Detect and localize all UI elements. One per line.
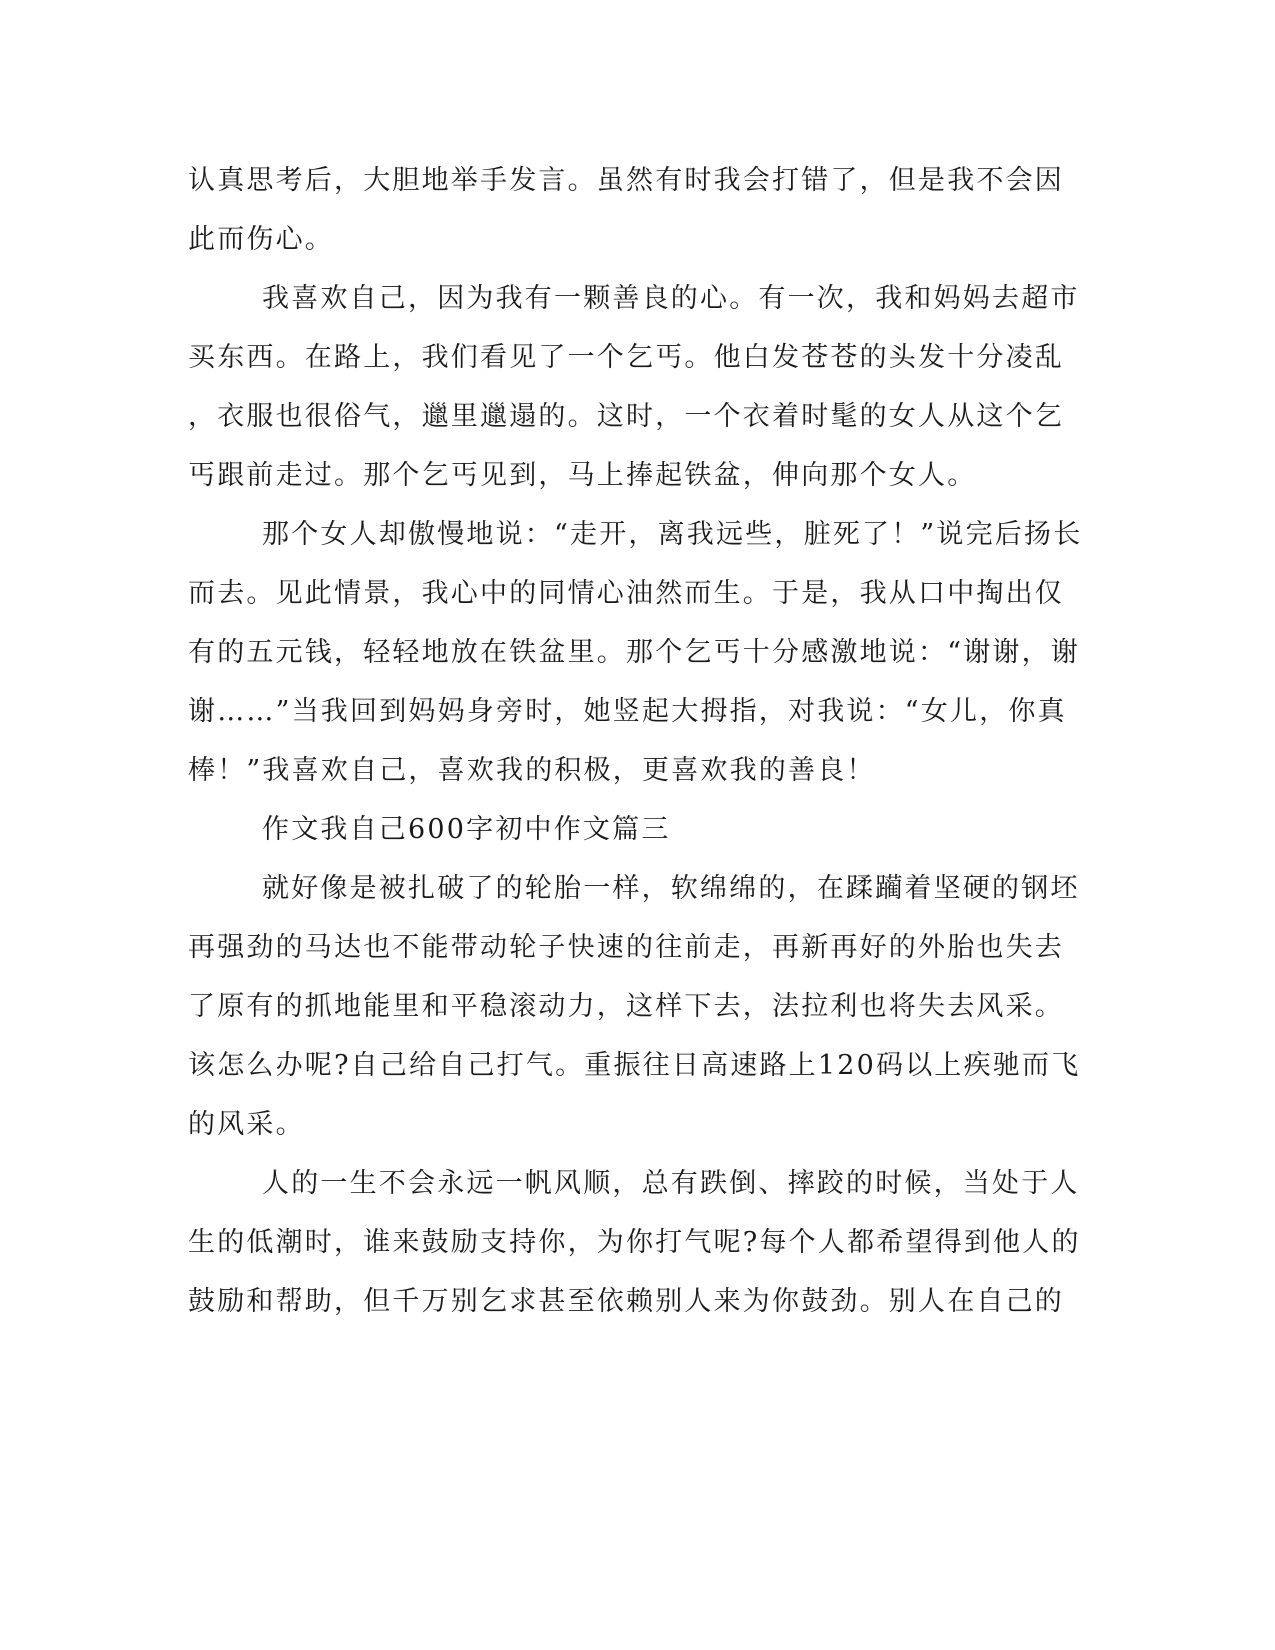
- paragraph-start-line: 那个女人却傲慢地说：“走开，离我远些，脏死了！”说完后扬长: [262, 519, 1083, 550]
- text-line-17: 的风采。: [188, 1109, 305, 1140]
- paragraph-start-line: 就好像是被扎破了的轮胎一样，软绵绵的，在蹂躏着坚硬的钢坯: [262, 873, 1080, 904]
- paragraph-start-line: 人的一生不会永远一帆风顺，总有跌倒、摔跤的时候，当处于人: [262, 1168, 1080, 1199]
- text-line-15: 了原有的抓地能里和平稳滚动力，这样下去，法拉利也将失去风采。: [188, 991, 1064, 1022]
- section-heading: 作文我自己600字初中作文篇三: [262, 814, 671, 845]
- text-line-5: ，衣服也很俗气，邋里邋遢的。这时，一个衣着时髦的女人从这个乞: [188, 401, 1064, 432]
- text-line-2: 此而伤心。: [188, 224, 334, 255]
- text-line-8: 而去。见此情景，我心中的同情心油然而生。于是，我从口中掏出仅: [188, 578, 1064, 609]
- text-line-16: 该怎么办呢?自己给自己打气。重振往日高速路上120码以上疾驰而飞: [188, 1050, 1081, 1081]
- text-line-4: 买东西。在路上，我们看见了一个乞丐。他白发苍苍的头发十分凌乱: [188, 342, 1064, 373]
- text-line-19: 生的低潮时，谁来鼓励支持你，为你打气呢?每个人都希望得到他人的: [188, 1227, 1081, 1258]
- text-line-11: 棒！”我喜欢自己，喜欢我的积极，更喜欢我的善良！: [188, 755, 876, 786]
- text-line-9: 有的五元钱，轻轻地放在铁盆里。那个乞丐十分感激地说：“谢谢，谢: [188, 637, 1081, 668]
- text-line-14: 再强劲的马达也不能带动轮子快速的往前走，再新再好的外胎也失去: [188, 932, 1064, 963]
- text-line-10: 谢……”当我回到妈妈身旁时，她竖起大拇指，对我说：“女儿，你真: [188, 696, 1067, 727]
- text-line-1: 认真思考后，大胆地举手发言。虽然有时我会打错了，但是我不会因: [188, 165, 1064, 196]
- text-line-6: 丐跟前走过。那个乞丐见到，马上捧起铁盆，伸向那个女人。: [188, 460, 977, 491]
- text-line-20: 鼓励和帮助，但千万别乞求甚至依赖别人来为你鼓劲。别人在自己的: [188, 1286, 1064, 1317]
- paragraph-start-line: 我喜欢自己，因为我有一颗善良的心。有一次，我和妈妈去超市: [262, 283, 1080, 314]
